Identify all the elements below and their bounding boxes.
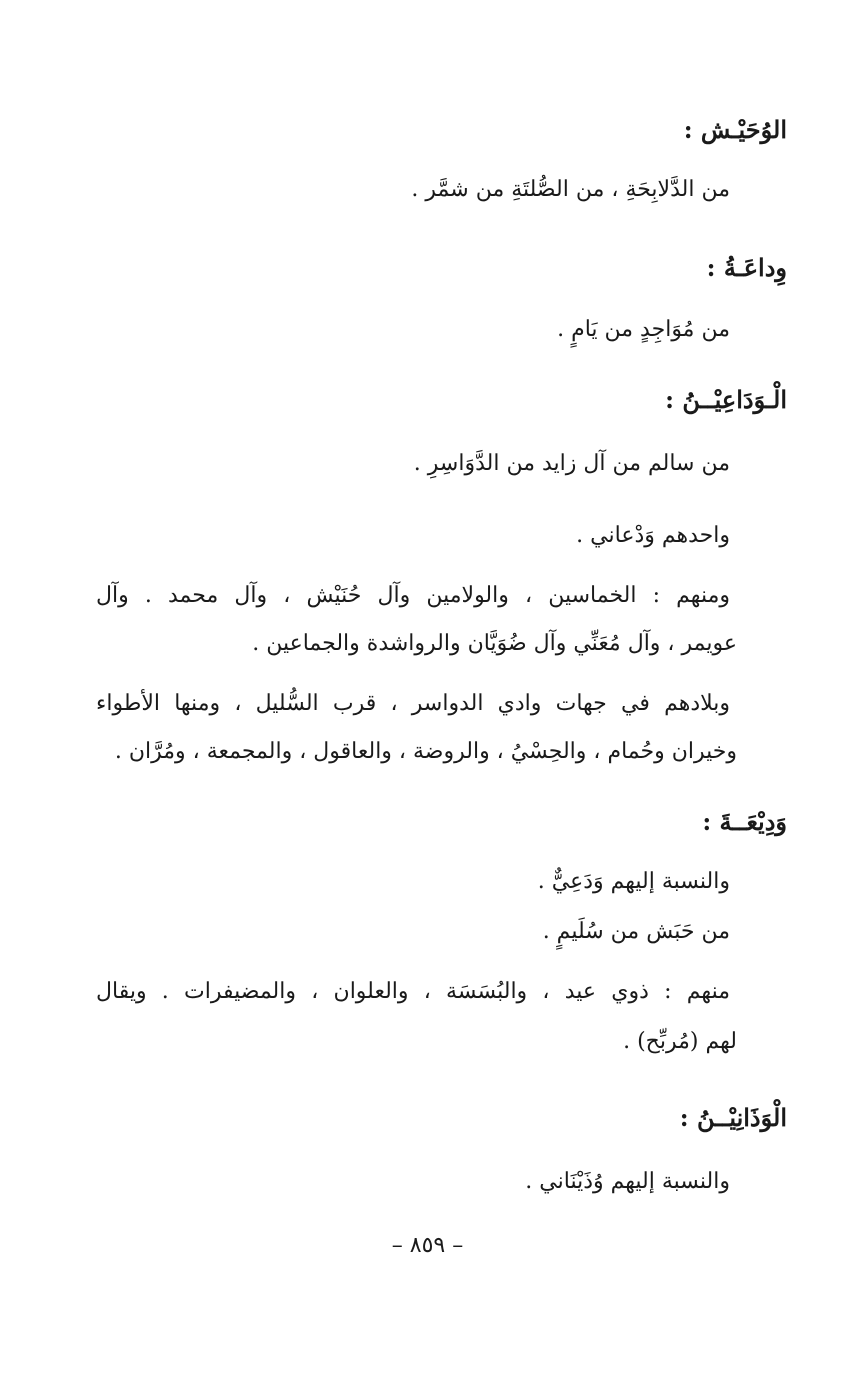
paragraph-line: ومنهم : الخماسين ، والولامين وآل حُنَيْش ، وآل محمد . وآل (96, 583, 730, 608)
paragraph-line: وخيران وحُمام ، والحِسْيُ ، والروضة ، والعاقول ، والمجمعة ، ومُرَّان . (114, 739, 737, 764)
entry-heading-wadaah: وِداعَـةُ : (706, 253, 787, 282)
paragraph-line: عويمر ، وآل مُعَنِّي وآل ضُوَيَّان والرواشدة والجماعين . (252, 631, 737, 656)
paragraph-line: وبلادهم في جهات وادي الدواسر ، قرب السُّليل ، ومنها الأطواء (96, 691, 730, 716)
entry-line: والنسبة إليهم وُذَيْنَاني . (525, 1169, 730, 1194)
paragraph-line: منهم : ذوي عيد ، والبُسَسَة ، والعلوان ، والمضيفرات . ويقال (96, 979, 730, 1004)
entry-line: واحدهم وَدْعاني . (576, 523, 730, 548)
page-number: – ٨٥٩ – (391, 1233, 464, 1258)
entry-line: والنسبة إليهم وَدَعِيٌّ . (537, 869, 730, 894)
entry-heading-wadhanin: الْوَذَانِيْــنُ : (679, 1103, 787, 1132)
entry-line: من مُوَاجِدٍ من يَامٍ . (557, 317, 730, 342)
paragraph-line: لهم (مُربِّح) . (623, 1029, 737, 1054)
entry-heading-wuhaysh: الوُحَيْـش : (683, 115, 787, 144)
entry-line: من الدَّلابِحَةِ ، من الصُّلتَةِ من شمَّر . (411, 177, 730, 202)
entry-heading-wadaiyin: الْـوَدَاعِيْــنُ : (665, 385, 787, 414)
entry-line: من سالم من آل زايد من الدَّوَاسِرِ . (413, 451, 730, 476)
entry-heading-wadiah: وَدِيْعَــةَ : (702, 807, 787, 836)
entry-line: من حَبَش من سُلَيمٍ . (542, 919, 730, 944)
